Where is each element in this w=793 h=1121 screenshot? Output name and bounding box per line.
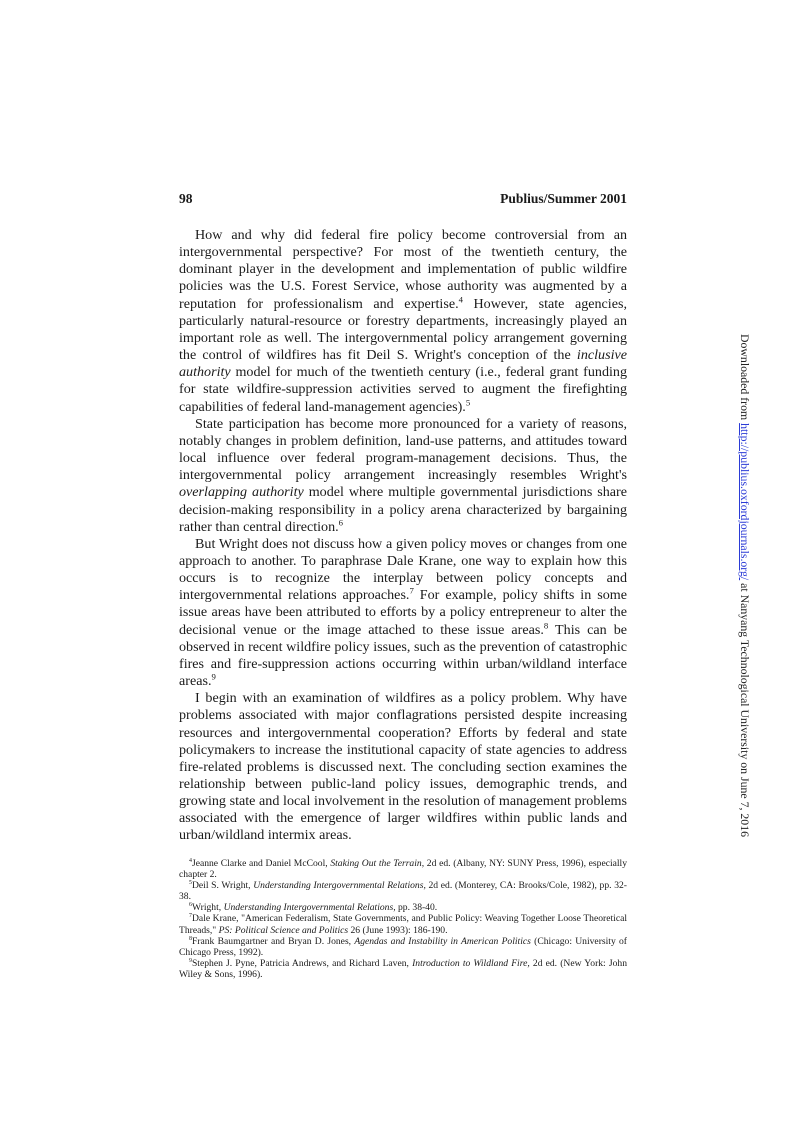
journal-link[interactable]: http://publius.oxfordjournals.org/ bbox=[738, 423, 752, 581]
footnote-ref-6: 6 bbox=[338, 516, 344, 527]
text: 2d ed. (Albany, NY: SUNY Press, 1996), especially chapter 2. bbox=[179, 858, 628, 881]
citation-title: Introduction to Wildland Fire, bbox=[412, 957, 530, 969]
text: (Chicago: University of Chicago Press, 1992). bbox=[179, 935, 627, 958]
body-text bbox=[179, 227, 627, 845]
citation-title: Understanding Intergovernmental Relations, bbox=[253, 880, 426, 892]
footnote-number: 7 bbox=[189, 913, 192, 920]
paragraph-2 bbox=[179, 416, 627, 536]
footnote-ref-5: 5 bbox=[465, 396, 471, 407]
text: How and why did federal fire policy become controversial from an intergovernmental perspective? For most of the twentieth century, the dominant player in the development and implementation of public wildfire policies was the U.S. Forest Service, whose authority was augmented by a reputation for professionalism and expertise. bbox=[179, 227, 627, 312]
paragraph-3 bbox=[179, 536, 627, 690]
download-suffix: at Nanyang Technological University on June 7, 2016 bbox=[738, 580, 752, 837]
footnote-4 bbox=[179, 858, 627, 880]
footnote-number: 6 bbox=[189, 902, 192, 909]
footnote-5 bbox=[179, 880, 627, 902]
text: Jeanne Clarke and Daniel McCool, bbox=[191, 858, 331, 869]
citation-title: PS: Political Science and Politics bbox=[218, 924, 349, 936]
text: 2d ed. (Monterey, CA: Brooks/Cole, 1982), pp. 32-38. bbox=[179, 880, 627, 903]
text: For example, policy shifts in some issue areas have been attributed to efforts by a policy entrepreneur to alter the decisional venue or the image attached to these issue areas. bbox=[179, 587, 627, 638]
text: model where multiple governmental jurisdictions share decision-making responsibility in a policy arena characterized by bargaining rather than central direction. bbox=[179, 484, 628, 535]
text: However, state agencies, particularly natural-resource or forestry departments, increasingly played an important role as well. The intergovernmental policy arrangement governing the control of wildfires has fit Deil S. Wright's conception of the bbox=[179, 295, 627, 364]
text: pp. 38-40. bbox=[395, 902, 438, 914]
footnote-9 bbox=[179, 958, 627, 980]
citation-title: Staking Out the Terrain, bbox=[330, 858, 425, 869]
text: 2d ed. (New York: John Wiley & Sons, 1996). bbox=[179, 957, 627, 980]
download-watermark bbox=[738, 334, 752, 837]
footnote-ref-9: 9 bbox=[211, 671, 216, 682]
text: Frank Baumgartner and Bryan D. Jones, bbox=[191, 935, 355, 947]
footnote-ref-4: 4 bbox=[458, 293, 463, 304]
text: State participation has become more pronounced for a variety of reasons, notably changes in problem definition, land-use patterns, and attitudes toward local influence over federal program-management decisions. Thus, the intergovernmental policy arrangement increasingly resembles Wright's bbox=[179, 415, 627, 484]
page-header bbox=[179, 191, 627, 209]
emphasis: inclusive authority bbox=[179, 347, 627, 381]
citation-title: Understanding Intergovernmental Relations, bbox=[223, 902, 396, 914]
paragraph-1 bbox=[179, 227, 627, 416]
citation-title: Agendas and Instability in American Politics bbox=[354, 935, 531, 947]
page-number: 98 bbox=[179, 191, 193, 206]
text: Wright, bbox=[191, 902, 224, 914]
footnote-number: 4 bbox=[189, 857, 192, 864]
text: Dale Krane, "American Federalism, State Governments, and Public Policy: Weaving Together Loose Theoretical Threads," bbox=[179, 913, 627, 936]
footnote-8 bbox=[179, 936, 627, 958]
footnote-number: 9 bbox=[189, 957, 192, 964]
text: 26 (June 1993): 186-190. bbox=[348, 924, 448, 936]
footnote-number: 5 bbox=[189, 880, 192, 886]
footnotes bbox=[179, 858, 627, 980]
text: Deil S. Wright, bbox=[191, 880, 254, 892]
footnote-number: 8 bbox=[189, 935, 192, 942]
footnote-6 bbox=[179, 902, 627, 913]
running-head: Publius/Summer 2001 bbox=[500, 191, 627, 206]
download-prefix: Downloaded from bbox=[738, 334, 752, 424]
footnote-7 bbox=[179, 913, 627, 935]
text: But Wright does not discuss how a given policy moves or changes from one approach to another. To paraphrase Dale Krane, one way to explain how this occurs is to recognize the interplay between policy concepts and intergovernmental relations approaches. bbox=[179, 535, 627, 604]
text: Stephen J. Pyne, Patricia Andrews, and Richard Laven, bbox=[191, 957, 413, 969]
emphasis: overlapping authority bbox=[179, 484, 304, 501]
paragraph-4: I begin with an examination of wildfires as a policy problem. Why have problems associated with major conflagrations persisted despite increasing resources and intergovernmental cooperation? Efforts by federal and state policymakers to increase the institutional capacity of state agencies to address fire-related problems is discussed next. The concluding section examines the relationship between public-land policy issues, demographic trends, and growing state and local involvement in the resolution of management problems associated with the emergence of larger wildfires within public lands and urban/wildland intermix areas. bbox=[179, 690, 627, 844]
text: This can be observed in recent wildfire policy issues, such as the prevention of catastrophic fires and fire-suppression actions occurring within urban/wildland interface areas. bbox=[179, 621, 628, 690]
text: model for much of the twentieth century (i.e., federal grant funding for state wildfire-suppression activities served to augment the firefighting capabilities of federal land-management agencies). bbox=[179, 364, 627, 415]
footnote-ref-8: 8 bbox=[543, 619, 549, 630]
footnote-ref-7: 7 bbox=[409, 585, 414, 596]
